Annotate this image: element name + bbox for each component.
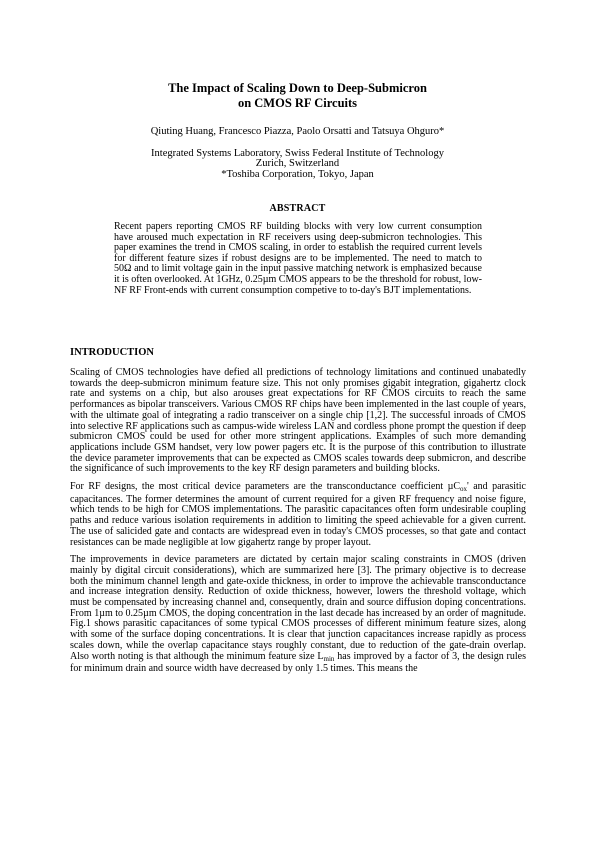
paragraph-2-text-a: For RF designs, the most critical device parameters are the transconductance coefficient µC <box>70 481 461 493</box>
abstract-text: Recent papers reporting CMOS RF building blocks with very low current consumption have aroused much expectation in RF receivers using deep-submicron technologies. This paper examines the trend in CMOS scaling, in order to establish the required current levels for different feature sizes if robust designs are to be implemented. The need to match to 50Ω and to limit voltage gain in the input passive matching network is emphasized because it is often overlooked. At 1GHz, 0.25µm CMOS appears to be the threshold for robust, low-NF RF Front-ends with current consumption competive to to-day's BJT implementations. <box>114 221 482 296</box>
lmin-subscript: min <box>323 654 335 663</box>
affiliation-line-3: *Toshiba Corporation, Tokyo, Japan <box>221 169 374 180</box>
introduction-paragraph-1: Scaling of CMOS technologies have defied all predictions of technology limitations and continued unabatedly towards the deep-submicron minimum feature size. This not only promises gigabit integration, gigahertz clock rate and systems on a chip, but also arouses great expectations for RF CMOS circuits to reach the same performances as bipolar transceivers. Various CMOS RF chips have been implemented in the last couple of years, with the ultimate goal of integrating a radio transceiver on a single chip [1,2]. The successful inroads of CMOS into selective RF applications such as campus-wide wireless LAN and cordless phone prompt the question if deep submicron CMOS could be used for other more stringent applications. Examples of such more demanding applications include GSM handset, very low power pagers etc. It is the purpose of this contribution to illustrate the device parameter improvements that can be expected as CMOS scales towards deep submicron, and describe the significance of such improvements to the key RF design parameters and building blocks. <box>70 367 527 475</box>
introduction-paragraph-2 <box>70 482 526 548</box>
abstract-section <box>114 222 482 296</box>
introduction-heading: INTRODUCTION <box>70 347 155 358</box>
cox-subscript: ox <box>460 485 468 494</box>
abstract-heading: ABSTRACT <box>269 203 326 214</box>
paragraph-3-text-a: The improvements in device parameters are dictated by certain major scaling constraints in CMOS (driven mainly by digital circuit considerations), which are summarized here [3]. The primary objective is to decrease both the minimum channel length and gate-oxide thickness, in order to improve the achievable transconductance and increase integration density. Reduction of oxide thickness, however, lowers the threshold voltage, which must be compensated by increasing channel and, consequently, drain and source diffusion doping concentrations. From 1µm to 0.25µm CMOS, the doping concentration in the last decade has increased by an order of magnitude. Fig.1 shows parasitic capacitances of some typical CMOS processes of different minimum feature sizes, along with some of the surface doping concentrations. It is clear that junction capacitances increase rapidly as process scales down, while the overlap capacitance stays roughly constant, due to reduction of the gate-drain overlap. Also worth noting is that although the minimum feature size L <box>70 554 526 662</box>
paper-title-line-1: The Impact of Scaling Down to Deep-Submicron <box>168 81 427 95</box>
paragraph-3-text-b: has improved by a factor of 3, the design rules for minimum drain and source width have decreased by only 1.5 times. This means the <box>70 650 526 675</box>
paper-title-line-2: on CMOS RF Circuits <box>237 96 358 110</box>
introduction-body <box>70 368 526 682</box>
affiliation-line-1: Integrated Systems Laboratory, Swiss Federal Institute of Technology <box>151 148 444 159</box>
paragraph-2-text-b: ' and parasitic capacitances. The former determines the amount of current required for a given RF frequency and noise figure, which tends to be high for CMOS implementations. The parasitic capacitances often form undesirable coupling paths and reduce various isolation requirements in addition to limiting the speed achievable for a given current. The use of salicided gate and contacts are widespread even in today's CMOS processes, so that gate and contact resistances can be made negligible at low gigahertz range by proper layout. <box>70 481 526 548</box>
affiliation-line-2: Zurich, Switzerland <box>255 158 340 169</box>
introduction-paragraph-3 <box>70 555 526 675</box>
authors: Qiuting Huang, Francesco Piazza, Paolo Orsatti and Tatsuya Ohguro* <box>150 126 445 137</box>
